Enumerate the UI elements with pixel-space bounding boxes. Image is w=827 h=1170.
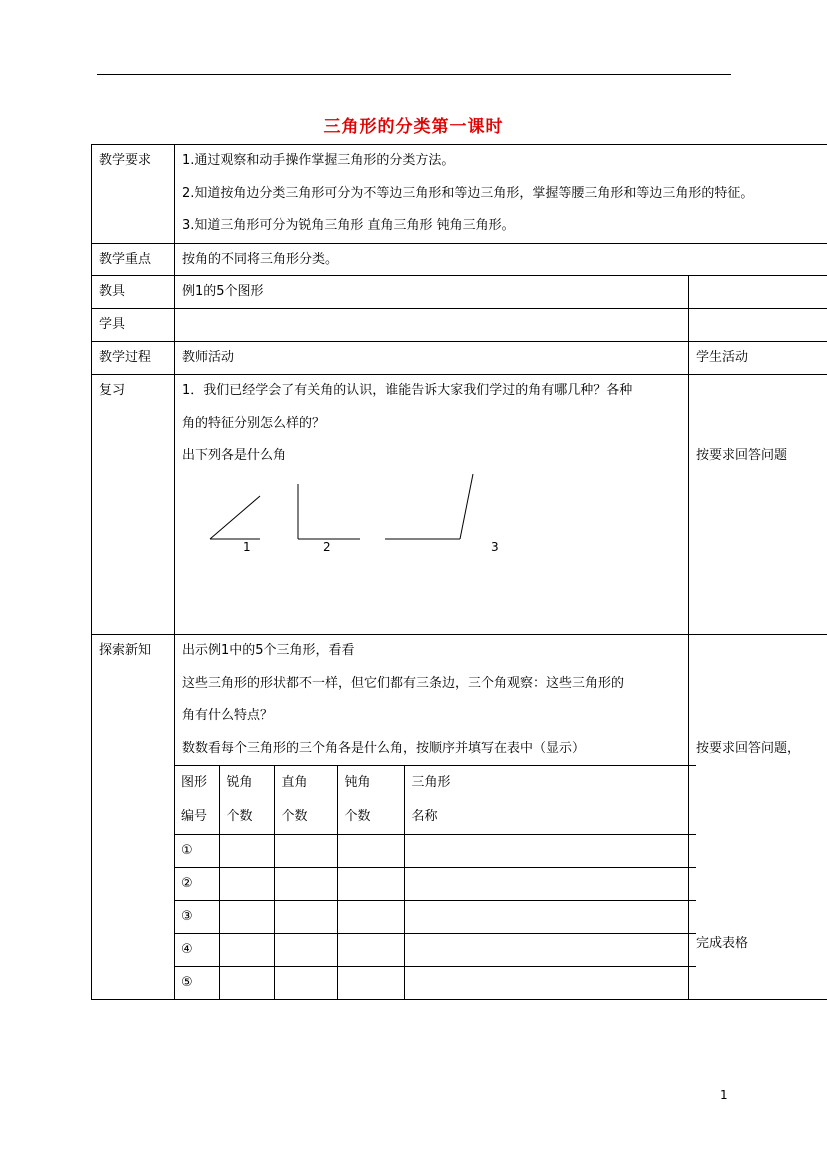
table-row — [174, 868, 696, 901]
tools-text: 例1的5个图形 — [175, 276, 689, 309]
review-line-1: 1．我们已经学会了有关角的认识，谁能告诉大家我们学过的角有哪几种？各种 — [182, 383, 633, 398]
right-count-cell[interactable] — [274, 934, 337, 967]
acute-count-cell[interactable] — [219, 835, 274, 868]
triangle-name-cell[interactable] — [404, 934, 696, 967]
teacher-activity-header: 教师活动 — [175, 342, 689, 375]
triangle-name-cell[interactable] — [404, 868, 696, 901]
row-number: ① — [174, 835, 219, 868]
requirement-line-3: 3.知道三角形可分为锐角三角形 直角三角形 钝角三角形。 — [182, 218, 515, 233]
row-learning-tools — [92, 309, 827, 342]
row-number: ⑤ — [174, 967, 219, 1000]
explore-line-2: 这些三角形的形状都不一样，但它们都有三条边，三个角观察：这些三角形的 — [182, 675, 625, 691]
review-line-3: 出下列各是什么角 — [182, 448, 287, 463]
review-student-cell — [689, 375, 827, 635]
triangle-name-cell[interactable] — [404, 901, 696, 934]
header-shape-number: 图形 编号 — [174, 766, 219, 835]
page-title: 三角形的分类第一课时 — [323, 117, 504, 137]
explore-line-3: 角有什么特点？ — [182, 708, 274, 723]
page-number: 1 — [720, 1088, 728, 1102]
row-review — [92, 375, 827, 635]
angle-number-3: 3 — [491, 539, 499, 554]
acute-count-cell[interactable] — [219, 901, 274, 934]
angle-figures — [194, 473, 514, 563]
row-number: ② — [174, 868, 219, 901]
triangle-name-cell[interactable] — [404, 967, 696, 1000]
right-angle-figure — [298, 484, 360, 539]
explore-student-text-1: 按要求回答问题， — [696, 741, 801, 756]
table-row — [174, 967, 696, 1000]
learning-tools-cell — [175, 309, 689, 342]
table-row — [174, 901, 696, 934]
row-number: ③ — [174, 901, 219, 934]
lesson-plan-table — [91, 144, 827, 1000]
explore-line-4: 数数看每个三角形的三个角各是什么角，按顺序并填写在表中（显示） — [182, 740, 586, 756]
review-line-2: 角的特征分别怎么样的？ — [182, 415, 326, 431]
header-obtuse-count: 钝角 个数 — [337, 766, 404, 835]
acute-angle-figure — [210, 496, 260, 539]
obtuse-angle-figure — [385, 474, 473, 539]
angle-count-header-row — [174, 766, 696, 835]
angle-count-table — [174, 765, 696, 999]
header-rule — [97, 74, 731, 75]
explore-student-text-2: 完成表格 — [696, 935, 749, 951]
acute-count-cell[interactable] — [219, 967, 274, 1000]
obtuse-count-cell[interactable] — [337, 967, 404, 1000]
review-label: 复习 — [92, 375, 175, 635]
angle-number-2: 2 — [323, 539, 331, 554]
focus-label: 教学重点 — [92, 244, 175, 276]
right-count-cell[interactable] — [274, 967, 337, 1000]
focus-text: 按角的不同将三角形分类。 — [175, 244, 827, 276]
header-right-count: 直角 个数 — [274, 766, 337, 835]
review-student-text: 按要求回答问题 — [696, 448, 788, 463]
acute-count-cell[interactable] — [219, 868, 274, 901]
requirement-line-1: 1.通过观察和动手操作掌握三角形的分类方法。 — [182, 153, 455, 168]
obtuse-count-cell[interactable] — [337, 835, 404, 868]
learning-tools-label: 学具 — [92, 309, 175, 342]
angle-number-1: 1 — [243, 539, 251, 554]
explore-content — [175, 635, 689, 1000]
table-row — [174, 835, 696, 868]
student-activity-header: 学生活动 — [689, 342, 827, 375]
requirements-content — [175, 145, 827, 244]
learning-tools-student-cell — [689, 309, 827, 342]
row-process — [92, 342, 827, 375]
triangle-name-cell[interactable] — [404, 835, 696, 868]
tools-label: 教具 — [92, 276, 175, 309]
obtuse-count-cell[interactable] — [337, 901, 404, 934]
row-requirements — [92, 145, 827, 244]
right-count-cell[interactable] — [274, 835, 337, 868]
right-count-cell[interactable] — [274, 901, 337, 934]
process-label: 教学过程 — [92, 342, 175, 375]
header-triangle-name: 三角形 名称 — [404, 766, 696, 835]
obtuse-count-cell[interactable] — [337, 868, 404, 901]
row-number: ④ — [174, 934, 219, 967]
header-acute-count: 锐角 个数 — [219, 766, 274, 835]
requirements-label: 教学要求 — [92, 145, 175, 244]
review-content — [175, 375, 689, 635]
right-count-cell[interactable] — [274, 868, 337, 901]
explore-label: 探索新知 — [92, 635, 175, 1000]
acute-count-cell[interactable] — [219, 934, 274, 967]
row-tools — [92, 276, 827, 309]
explore-student-cell — [689, 635, 827, 1000]
row-focus — [92, 244, 827, 276]
table-row — [174, 934, 696, 967]
requirement-line-2: 2.知道按角边分类三角形可分为不等边三角形和等边三角形，掌握等腰三角形和等边三角形的特征。 — [182, 185, 754, 201]
obtuse-count-cell[interactable] — [337, 934, 404, 967]
tools-student-cell — [689, 276, 827, 309]
explore-line-1: 出示例1中的5个三角形，看看 — [182, 643, 355, 658]
row-explore — [92, 635, 827, 1000]
